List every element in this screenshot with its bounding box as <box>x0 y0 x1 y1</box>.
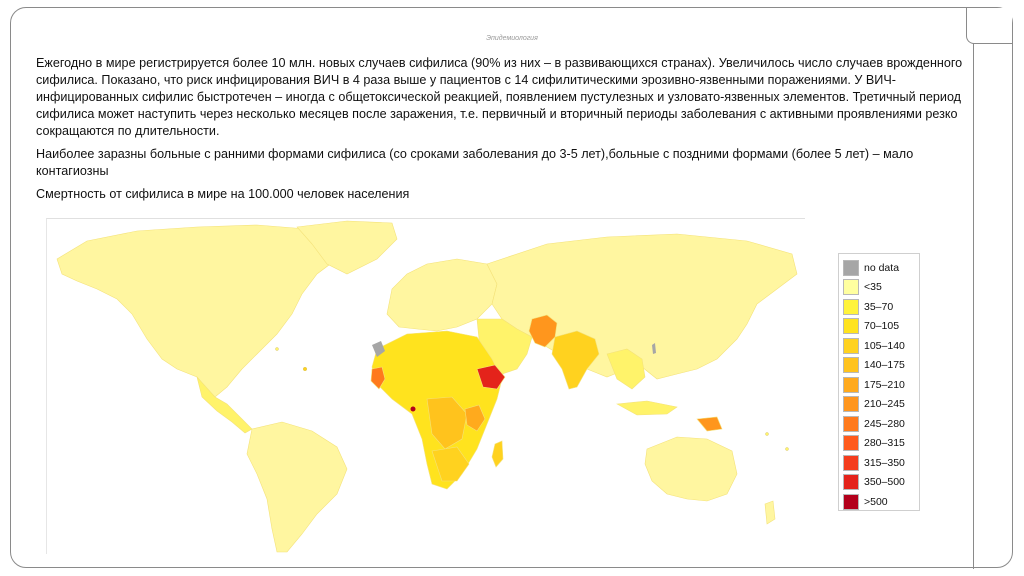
legend-swatch <box>843 474 859 490</box>
legend-label: 210–245 <box>864 398 905 411</box>
legend-item <box>843 492 916 512</box>
legend-item <box>843 375 916 395</box>
legend-label: 70–105 <box>864 320 900 333</box>
legend-swatch <box>843 377 859 393</box>
legend-label: 35–70 <box>864 300 894 313</box>
map-papua-new-guinea <box>697 417 722 431</box>
legend-item <box>843 434 916 454</box>
legend-label: 350–500 <box>864 476 905 489</box>
legend-item <box>843 453 916 473</box>
slide-body <box>36 55 986 209</box>
map-island-dot <box>303 367 307 371</box>
map-australia <box>645 437 737 501</box>
map-island-dot <box>766 433 769 436</box>
map-island-dot <box>276 348 279 351</box>
world-map-svg <box>47 219 805 554</box>
legend-swatch <box>843 416 859 432</box>
map-asia <box>487 234 797 379</box>
legend-swatch <box>843 279 859 295</box>
legend-swatch <box>843 455 859 471</box>
legend-swatch <box>843 435 859 451</box>
legend-label: 315–350 <box>864 456 905 469</box>
legend-swatch <box>843 494 859 510</box>
legend-item <box>843 297 916 317</box>
map-south-america <box>247 422 347 552</box>
map-indonesia <box>617 401 677 415</box>
map-legend <box>838 253 920 511</box>
paragraph-contagiousness: Наиболее заразны больные с ранними формами сифилиса (со сроками заболевания до 3-5 лет),больные с поздними формами (более 5 лет) – мало контагиозны <box>36 147 914 178</box>
legend-label: 105–140 <box>864 339 905 352</box>
legend-item <box>843 356 916 376</box>
map-new-zealand <box>765 501 775 524</box>
legend-swatch <box>843 260 859 276</box>
map-island-dot <box>786 448 789 451</box>
slide-header: Эпидемиология <box>486 35 538 42</box>
map-india <box>552 331 599 389</box>
legend-swatch <box>843 299 859 315</box>
legend-label: 140–175 <box>864 359 905 372</box>
legend-label: <35 <box>864 281 882 294</box>
legend-item <box>843 473 916 493</box>
map-title: Смертность от сифилиса в мире на 100.000 человек населения <box>36 187 410 201</box>
legend-label: 280–315 <box>864 437 905 450</box>
legend-swatch <box>843 396 859 412</box>
world-map <box>46 218 805 554</box>
legend-item <box>843 414 916 434</box>
legend-label: 175–210 <box>864 378 905 391</box>
legend-item <box>843 317 916 337</box>
paragraph-epidemiology: Ежегодно в мире регистрируется более 10 млн. новых случаев сифилиса (90% из них – в развивающихся странах). Увеличилось число случаев врожденного сифилиса. Показано, что риск инфицирования ВИЧ в 4 раза выше у пациентов с 14 сифилитическими эрозивно-язвенными поражениями. У ВИЧ-инфицированных сифилис быстротечен – иногда с общетоксической реакцией, появлением пустулезных и узловато-язвенных элементов. Третичный период сифилиса может наступить через несколько месяцев после заражения, т.е. первичный и вторичный периоды заболевания с активными проявлениями резко сокращаются по длительности. <box>36 56 963 138</box>
map-madagascar <box>492 441 503 467</box>
legend-swatch <box>843 338 859 354</box>
legend-item <box>843 278 916 298</box>
legend-item <box>843 395 916 415</box>
legend-label: no data <box>864 261 900 274</box>
legend-label: >500 <box>864 495 888 508</box>
legend-swatch <box>843 357 859 373</box>
map-north-america <box>57 225 347 397</box>
map-sao-tome-dot <box>411 407 416 412</box>
legend-item <box>843 336 916 356</box>
legend-item <box>843 258 916 278</box>
legend-label: 245–280 <box>864 417 905 430</box>
legend-swatch <box>843 318 859 334</box>
